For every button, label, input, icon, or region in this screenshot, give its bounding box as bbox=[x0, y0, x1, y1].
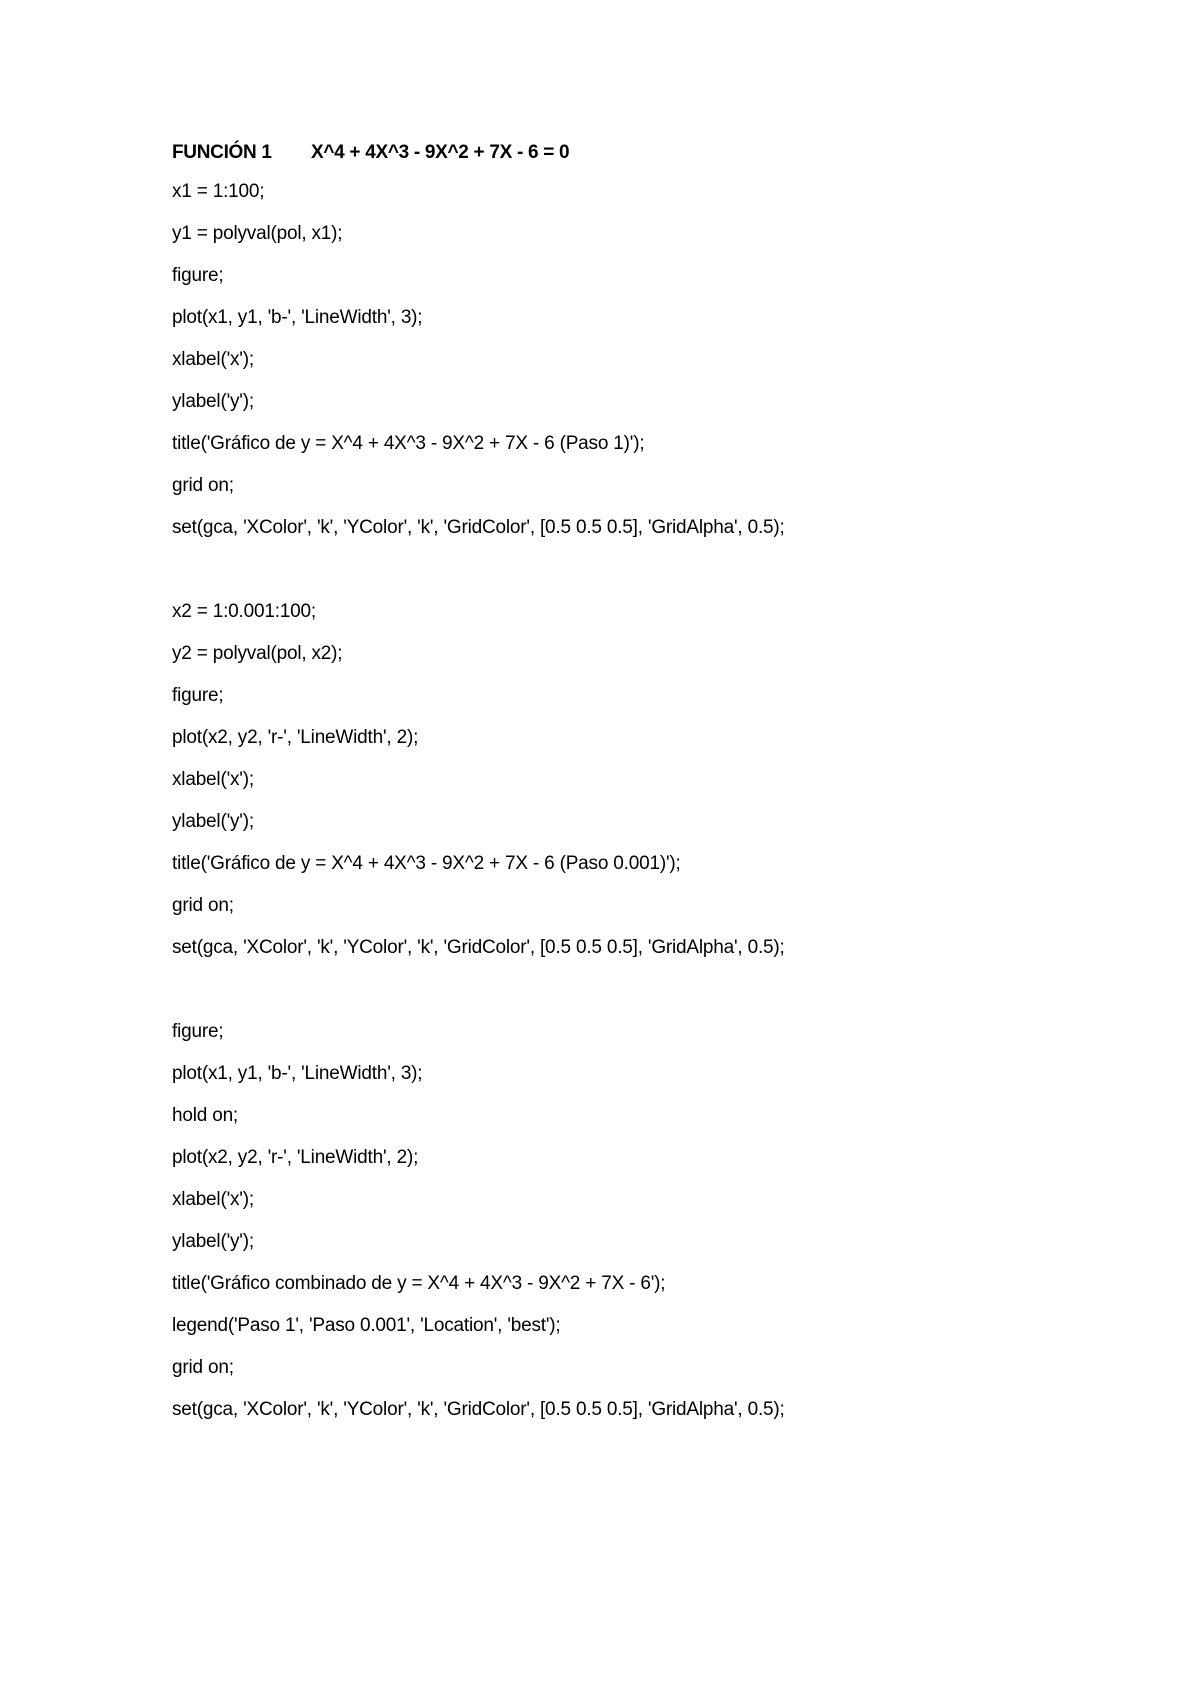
code-line: title('Gráfico de y = X^4 + 4X^3 - 9X^2 + 7X - 6 (Paso 0.001)'); bbox=[172, 853, 681, 874]
code-line: y2 = polyval(pol, x2); bbox=[172, 643, 343, 664]
code-line: plot(x1, y1, 'b-', 'LineWidth', 3); bbox=[172, 307, 423, 328]
code-line: ylabel('y'); bbox=[172, 811, 254, 832]
function-label: FUNCIÓN 1 bbox=[172, 142, 272, 163]
code-line: title('Gráfico combinado de y = X^4 + 4X^3 - 9X^2 + 7X - 6'); bbox=[172, 1273, 666, 1294]
code-line: hold on; bbox=[172, 1105, 239, 1126]
code-line: plot(x2, y2, 'r-', 'LineWidth', 2); bbox=[172, 727, 419, 748]
code-line: figure; bbox=[172, 265, 224, 286]
code-line: legend('Paso 1', 'Paso 0.001', 'Location', 'best'); bbox=[172, 1315, 561, 1336]
function-equation: X^4 + 4X^3 - 9X^2 + 7X - 6 = 0 bbox=[311, 142, 570, 163]
code-line: set(gca, 'XColor', 'k', 'YColor', 'k', 'GridColor', [0.5 0.5 0.5], 'GridAlpha', 0.5); bbox=[172, 517, 785, 538]
code-line: xlabel('x'); bbox=[172, 1189, 254, 1210]
code-line: plot(x1, y1, 'b-', 'LineWidth', 3); bbox=[172, 1063, 423, 1084]
code-line: plot(x2, y2, 'r-', 'LineWidth', 2); bbox=[172, 1147, 419, 1168]
code-line: x2 = 1:0.001:100; bbox=[172, 601, 316, 622]
code-line: y1 = polyval(pol, x1); bbox=[172, 223, 343, 244]
code-line: grid on; bbox=[172, 895, 234, 916]
code-line: xlabel('x'); bbox=[172, 349, 254, 370]
code-line: set(gca, 'XColor', 'k', 'YColor', 'k', 'GridColor', [0.5 0.5 0.5], 'GridAlpha', 0.5); bbox=[172, 937, 785, 958]
code-line: figure; bbox=[172, 685, 224, 706]
code-line: grid on; bbox=[172, 1357, 234, 1378]
code-line: title('Gráfico de y = X^4 + 4X^3 - 9X^2 + 7X - 6 (Paso 1)'); bbox=[172, 433, 645, 454]
code-line: xlabel('x'); bbox=[172, 769, 254, 790]
code-line: grid on; bbox=[172, 475, 234, 496]
code-line: ylabel('y'); bbox=[172, 1231, 254, 1252]
code-line: x1 = 1:100; bbox=[172, 181, 265, 202]
code-line: figure; bbox=[172, 1021, 224, 1042]
code-line: ylabel('y'); bbox=[172, 391, 254, 412]
code-line: set(gca, 'XColor', 'k', 'YColor', 'k', 'GridColor', [0.5 0.5 0.5], 'GridAlpha', 0.5); bbox=[172, 1399, 785, 1420]
document-heading bbox=[172, 142, 569, 164]
